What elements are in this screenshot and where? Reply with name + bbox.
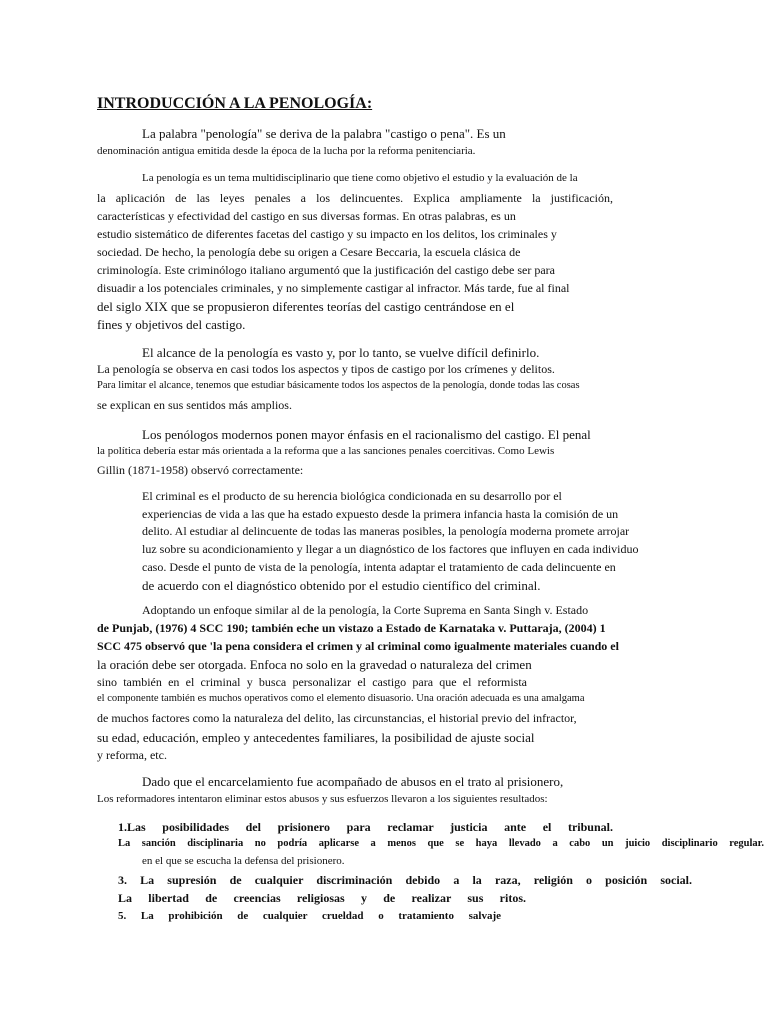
paragraph-2-line-1: La penología es un tema multidisciplinario que tiene como objetivo el estudio y la evaluación de la <box>142 172 578 184</box>
quote-line-6: de acuerdo con el diagnóstico obtenido por el estudio científico del criminal. <box>142 578 541 593</box>
paragraph-2-line-8: del siglo XIX que se propusieron diferentes teorías del castigo centrándose en el <box>97 299 515 314</box>
quote-line-2: experiencias de vida a las que ha estado expuesto desde la primera infancia hasta la comisión de un <box>142 507 619 521</box>
list-item-4: La libertad de creencias religiosas y de realizar sus ritos. <box>118 891 526 905</box>
paragraph-1-line-2: denominación antigua emitida desde la época de la lucha por la reforma penitenciaria. <box>97 145 476 157</box>
paragraph-4-line-2: la política debería estar más orientada a la reforma que a las sanciones penales coercitivas. Como Lewis <box>97 445 555 457</box>
paragraph-5-line-3: SCC 475 observó que 'la pena considera el crimen y al criminal como igualmente materiales cuando el <box>97 639 619 653</box>
paragraph-5-line-1: Adoptando un enfoque similar al de la penología, la Corte Suprema en Santa Singh v. Estado <box>142 603 589 617</box>
paragraph-2-line-3: características y efectividad del castigo en sus diversas formas. En otras palabras, es un <box>97 209 516 223</box>
list-item-5: 5. La prohibición de cualquier crueldad o tratamiento salvaje <box>118 910 501 922</box>
list-item-3: 3. La supresión de cualquier discriminación debido a la raza, religión o posición social. <box>118 873 692 887</box>
paragraph-3-line-3: Para limitar el alcance, tenemos que estudiar básicamente todos los aspectos de la penología, donde todas las cosas <box>97 380 580 391</box>
quote-line-1: El criminal es el producto de su herencia biológica condicionada en su desarrollo por el <box>142 489 562 503</box>
paragraph-3-line-4: se explican en sus sentidos más amplios. <box>97 398 292 412</box>
paragraph-2-line-7: disuadir a los potenciales criminales, y no simplemente castigar al infractor. Más tarde, fue al final <box>97 281 570 295</box>
paragraph-5-line-7: de muchos factores como la naturaleza del delito, las circunstancias, el historial previo del infractor, <box>97 711 577 725</box>
paragraph-1-line-1: La palabra "penología" se deriva de la palabra "castigo o pena". Es un <box>142 126 506 141</box>
quote-line-4: luz sobre su acondicionamiento y llegar a un diagnóstico de los factores que influyen en cada individuo <box>142 542 639 556</box>
paragraph-2-line-9: fines y objetivos del castigo. <box>97 317 246 332</box>
paragraph-3-line-1: El alcance de la penología es vasto y, por lo tanto, se vuelve difícil definirlo. <box>142 345 540 360</box>
list-item-2-continuation: en el que se escucha la defensa del prisionero. <box>142 855 345 867</box>
quote-line-3: delito. Al estudiar al delincuente de todas las maneras posibles, la penología moderna promete arrojar <box>142 524 630 538</box>
list-item-1: 1.Las posibilidades del prisionero para reclamar justicia ante el tribunal. <box>118 820 613 834</box>
paragraph-4-line-3: Gillin (1871-1958) observó correctamente: <box>97 463 304 477</box>
paragraph-2-line-5: sociedad. De hecho, la penología debe su origen a Cesare Beccaria, la escuela clásica de <box>97 245 521 259</box>
paragraph-2-line-2: la aplicación de las leyes penales a los delincuentes. Explica ampliamente la justificación, <box>97 191 613 205</box>
paragraph-5-line-6: el componente también es muchos operativos como el elemento disuasorio. Una oración adecuada es una amalgama <box>97 693 585 704</box>
paragraph-5-line-4: la oración debe ser otorgada. Enfoca no solo en la gravedad o naturaleza del crimen <box>97 657 532 672</box>
list-item-2: La sanción disciplinaria no podría aplicarse a menos que se haya llevado a cabo un juicio disciplinario regular. <box>118 838 764 849</box>
paragraph-6-line-1: Dado que el encarcelamiento fue acompañado de abusos en el trato al prisionero, <box>142 774 564 789</box>
paragraph-5-line-9: y reforma, etc. <box>97 748 167 762</box>
document-title: INTRODUCCIÓN A LA PENOLOGÍA: <box>97 95 373 112</box>
paragraph-5-line-2: de Punjab, (1976) 4 SCC 190; también eche un vistazo a Estado de Karnataka v. Puttaraja, (2004) 1 <box>97 621 606 635</box>
paragraph-4-line-1: Los penólogos modernos ponen mayor énfasis en el racionalismo del castigo. El penal <box>142 427 591 442</box>
paragraph-2-line-4: estudio sistemático de diferentes facetas del castigo y su impacto en los delitos, los criminales y <box>97 227 557 241</box>
paragraph-2-line-6: criminología. Este criminólogo italiano argumentó que la justificación del castigo debe ser para <box>97 263 555 277</box>
quote-line-5: caso. Desde el punto de vista de la penología, intenta adaptar el tratamiento de cada delincuente en <box>142 560 616 574</box>
paragraph-5-line-8: su edad, educación, empleo y antecedentes familiares, la posibilidad de ajuste social <box>97 730 535 745</box>
paragraph-5-line-5: sino también en el criminal y busca personalizar el castigo para que el reformista <box>97 675 527 689</box>
paragraph-3-line-2: La penología se observa en casi todos los aspectos y tipos de castigo por los crímenes y delitos. <box>97 362 555 376</box>
paragraph-6-line-2: Los reformadores intentaron eliminar estos abusos y sus esfuerzos llevaron a los siguientes resultados: <box>97 793 548 805</box>
